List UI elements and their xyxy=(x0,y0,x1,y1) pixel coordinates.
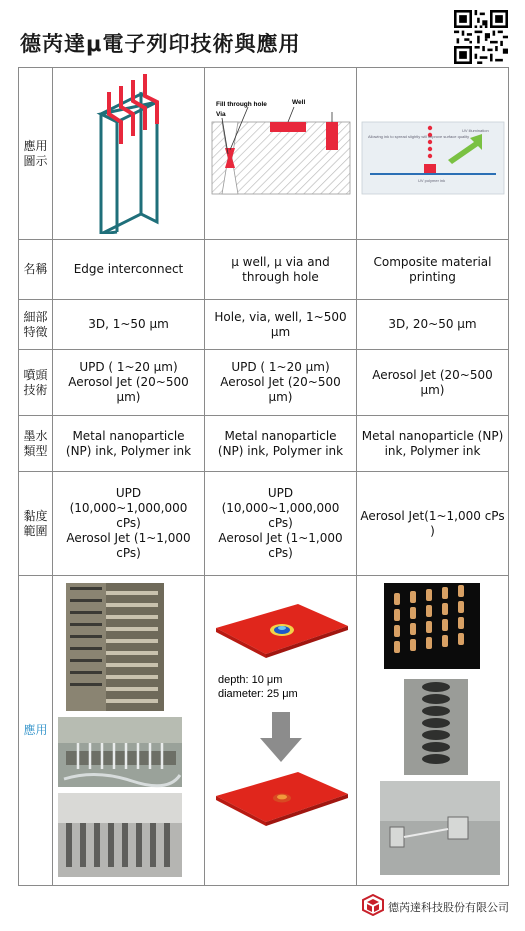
well-surface-plots xyxy=(208,580,354,880)
table-row-ink xyxy=(19,416,509,472)
well-via-illustration xyxy=(208,94,354,214)
table-row-viscosity xyxy=(19,472,509,576)
viscosity-cell xyxy=(357,472,509,576)
features-cell: Hole, via, well, 1~500 μm xyxy=(205,300,357,350)
composite-printing-illustration xyxy=(360,94,506,214)
composite-printing-diagram xyxy=(357,68,509,240)
edge-interconnect-photos xyxy=(56,583,202,879)
arrow-down-icon xyxy=(272,712,290,738)
ink-line: ink, Polymer ink xyxy=(384,443,481,458)
ink-line: Metal nanoparticle (NP) xyxy=(361,428,504,443)
nozzle-cell xyxy=(53,350,205,416)
name-cell: μ well, μ via and through hole xyxy=(205,240,357,300)
company-logo-icon xyxy=(362,894,384,916)
row-label-diagram: 應用 圖示 xyxy=(19,68,53,240)
viscosity-cell xyxy=(53,472,205,576)
table-row-name xyxy=(19,240,509,300)
ink-cell xyxy=(205,416,357,472)
ink-line: (NP) ink, Polymer ink xyxy=(65,443,192,458)
company-footer xyxy=(362,894,512,918)
name-cell: Edge interconnect xyxy=(53,240,205,300)
fill-through-hole-label: Fill through hole xyxy=(216,100,267,108)
page-title: 德芮達μ電子列印技術與應用 xyxy=(20,32,301,56)
well-via-diagram xyxy=(205,68,357,240)
uv-illumination-label: UV illumination xyxy=(462,127,489,133)
edge-interconnect-illustration xyxy=(79,74,179,234)
row-label-nozzle: 噴頭 技術 xyxy=(19,350,53,416)
name-cell: Composite material printing xyxy=(357,240,509,300)
depth-label: depth: 10 μm xyxy=(217,674,282,686)
viscosity-line: Aerosol Jet (1~1,000 cPs) xyxy=(218,531,343,560)
row-label-name: 名稱 xyxy=(19,240,53,300)
table-row-nozzle xyxy=(19,350,509,416)
well-label: Well xyxy=(292,98,306,106)
row-label-features: 細部 特徵 xyxy=(19,300,53,350)
composite-printing-photos xyxy=(360,583,506,879)
row-label-viscosity: 黏度 範圍 xyxy=(19,472,53,576)
nozzle-cell xyxy=(205,350,357,416)
edge-interconnect-diagram xyxy=(53,68,205,240)
company-name: 德芮達科技股份有限公司 xyxy=(388,901,509,914)
nozzle-line: Aerosol Jet (20~500 μm) xyxy=(68,375,189,404)
features-cell: 3D, 1~50 μm xyxy=(53,300,205,350)
viscosity-line: UPD (10,000~1,000,000 cPs) xyxy=(69,486,188,530)
nozzle-cell xyxy=(357,350,509,416)
application-images-well xyxy=(205,576,357,886)
viscosity-line: Aerosol Jet(1~1,000 cPs ) xyxy=(360,508,505,538)
viscosity-cell xyxy=(205,472,357,576)
via-label: Via xyxy=(216,110,226,118)
nozzle-line: Aerosol Jet (20~500 μm) xyxy=(220,375,341,404)
ink-line: (NP) ink, Polymer ink xyxy=(217,443,344,458)
nozzle-line: Aerosol Jet (20~500 μm) xyxy=(372,367,493,397)
application-images-composite xyxy=(357,576,509,886)
table-row-features xyxy=(19,300,509,350)
ink-line: Metal nanoparticle xyxy=(72,428,185,443)
uv-polymer-ink-label: UV polymer ink xyxy=(418,177,446,183)
ink-cell xyxy=(53,416,205,472)
qr-code-icon xyxy=(454,10,508,64)
table-row-application xyxy=(19,576,509,886)
ink-cell xyxy=(357,416,509,472)
ink-spread-note: Allowing ink to spread slightly will improve surface quality xyxy=(368,133,470,139)
features-cell: 3D, 20~50 μm xyxy=(357,300,509,350)
table-row-diagram xyxy=(19,68,509,240)
technology-table xyxy=(18,67,509,886)
ink-line: Metal nanoparticle xyxy=(224,428,337,443)
viscosity-line: UPD (10,000~1,000,000 cPs) xyxy=(221,486,340,530)
diameter-label: diameter: 25 μm xyxy=(217,688,298,700)
nozzle-line: UPD ( 1~20 μm) xyxy=(79,360,178,374)
row-label-ink: 墨水 類型 xyxy=(19,416,53,472)
row-label-application: 應用 xyxy=(19,576,53,886)
application-images-edge xyxy=(53,576,205,886)
viscosity-line: Aerosol Jet (1~1,000 cPs) xyxy=(66,531,191,560)
nozzle-line: UPD ( 1~20 μm) xyxy=(231,360,330,374)
